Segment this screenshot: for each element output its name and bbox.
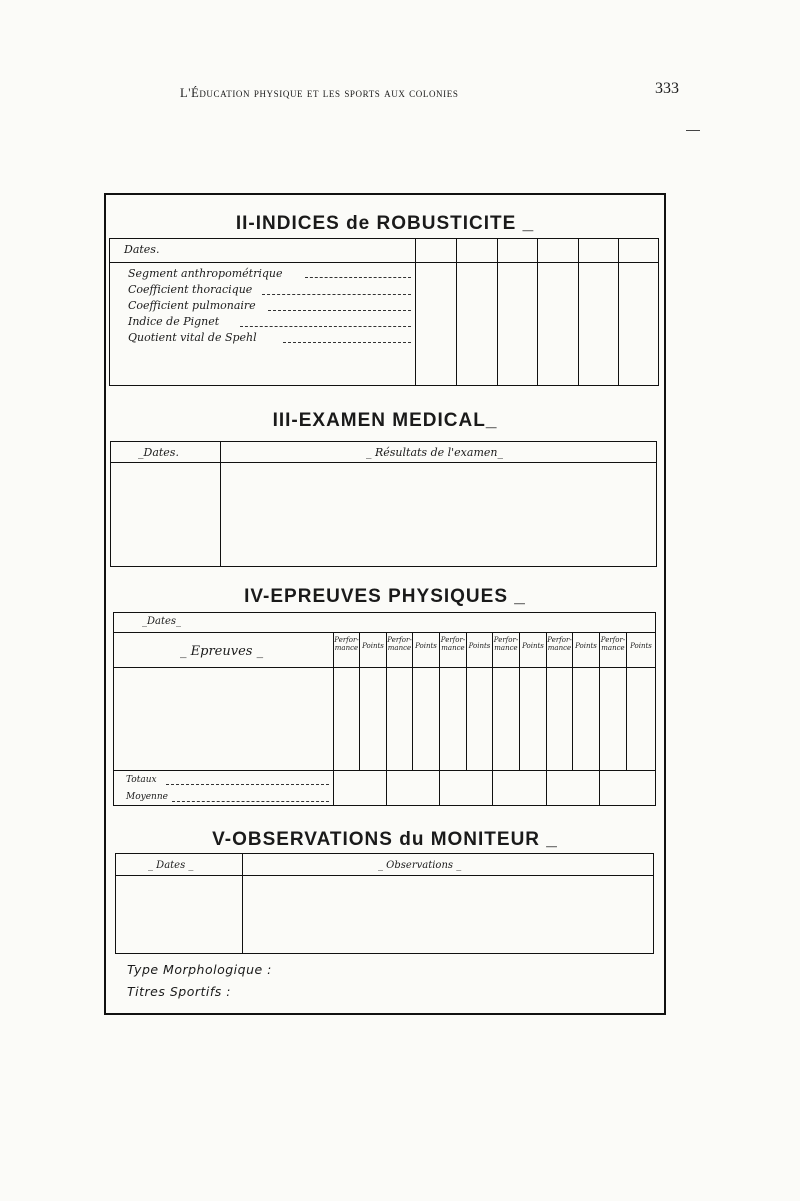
section3-title: III-EXAMEN MEDICAL_ — [272, 410, 498, 431]
observations-label: _ Observations _ — [378, 860, 462, 871]
section4-title: IV-EPREUVES PHYSIQUES _ — [244, 586, 526, 607]
epreuves-header-rule — [113, 667, 656, 668]
indices-header-rule — [109, 262, 659, 263]
col-header-performance: Perfor-mance — [600, 636, 626, 652]
indices-table — [109, 238, 659, 386]
col-header-points: Points — [575, 642, 597, 650]
medical-col-line — [220, 441, 221, 567]
page-number: 333 — [655, 80, 679, 97]
col-header-performance: Perfor-mance — [440, 636, 466, 652]
section2-title: II-INDICES de ROBUSTICITE _ — [235, 213, 535, 234]
totaux-label: Totaux — [126, 775, 157, 785]
margin-mark — [686, 130, 700, 131]
indices-dates-label: Dates. — [124, 243, 160, 256]
dotted-leader — [305, 277, 411, 278]
indices-row-label: Quotient vital de Spehl — [128, 331, 257, 344]
epreuves-col-line — [333, 632, 334, 806]
indices-col-line — [497, 238, 498, 386]
dotted-leader — [172, 801, 329, 802]
type-morphologique-label: Type Morphologique : — [127, 962, 272, 977]
observations-col-line — [242, 853, 243, 954]
epreuves-col-line — [412, 632, 413, 770]
indices-row-label: Coefficient thoracique — [128, 283, 253, 296]
section5-title: V-OBSERVATIONS du MONITEUR _ — [212, 829, 558, 850]
epreuves-label: _ Epreuves _ — [180, 644, 264, 659]
col-header-points: Points — [415, 642, 437, 650]
dotted-leader — [268, 310, 411, 311]
epreuves-col-line — [626, 632, 627, 770]
col-header-points: Points — [362, 642, 384, 650]
indices-col-line — [537, 238, 538, 386]
medical-results-label: _ Résultats de l'examen_ — [366, 446, 503, 459]
epreuves-col-line — [572, 632, 573, 770]
epreuves-dates-label: _Dates_ — [142, 616, 182, 627]
epreuves-col-line — [492, 632, 493, 806]
epreuves-col-line — [599, 632, 600, 806]
col-header-performance: Perfor-mance — [493, 636, 519, 652]
col-header-points: Points — [468, 642, 491, 650]
indices-col-line — [618, 238, 619, 386]
indices-row-label: Coefficient pulmonaire — [128, 299, 256, 312]
col-header-points: Points — [630, 642, 652, 650]
epreuves-totals-rule — [113, 770, 656, 771]
dotted-leader — [262, 294, 411, 295]
col-header-points: Points — [522, 642, 544, 650]
indices-row-label: Segment anthropométrique — [128, 267, 283, 280]
medical-table — [110, 441, 657, 567]
observations-header-rule — [115, 875, 654, 876]
moyenne-label: Moyenne — [126, 792, 168, 802]
dotted-leader — [240, 326, 411, 327]
epreuves-col-line — [439, 632, 440, 806]
dotted-leader — [283, 342, 411, 343]
indices-col-line — [578, 238, 579, 386]
indices-row-label: Indice de Pignet — [128, 315, 220, 328]
col-header-performance: Perfor-mance — [387, 636, 412, 652]
epreuves-col-line — [466, 632, 467, 770]
epreuves-col-line — [546, 632, 547, 806]
running-header: L'Éducation physique et les sports aux colonies — [180, 86, 459, 100]
titres-sportifs-label: Titres Sportifs : — [127, 984, 231, 999]
medical-dates-label: _Dates. — [138, 446, 179, 459]
col-header-performance: Perfor-mance — [547, 636, 572, 652]
medical-header-rule — [110, 462, 657, 463]
epreuves-col-line — [519, 632, 520, 770]
epreuves-col-line — [386, 632, 387, 806]
epreuves-dates-rule — [113, 632, 656, 633]
dotted-leader — [166, 784, 329, 785]
indices-col-line — [415, 238, 416, 386]
epreuves-col-line — [359, 632, 360, 770]
indices-col-line — [456, 238, 457, 386]
col-header-performance: Perfor-mance — [334, 636, 359, 652]
observations-dates-label: _ Dates _ — [148, 860, 194, 871]
